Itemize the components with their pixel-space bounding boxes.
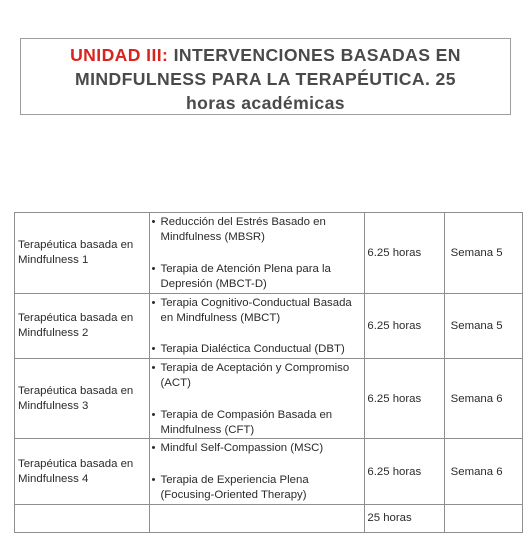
title-line-2: MINDFULNESS PARA LA TERAPÉUTICA. 25	[75, 69, 456, 89]
topic-item: • Terapia de Aceptación y Compromiso (ACT)	[150, 361, 365, 392]
topic-item: • Mindful Self-Compassion (MSC)	[150, 441, 365, 456]
table-row	[15, 439, 523, 504]
week-cell: Semana 5	[444, 213, 522, 294]
table-row	[15, 358, 523, 439]
topic-item: • Terapia Dialéctica Conductual (DBT)	[150, 342, 365, 357]
topic-item: • Terapia de Experiencia Plena (Focusing-Oriented Therapy)	[150, 473, 365, 504]
module-line: Terapéutica basada en	[18, 238, 134, 251]
table-row-total	[15, 504, 523, 532]
module-cell	[15, 213, 150, 294]
schedule-table	[14, 212, 523, 533]
unit-label: UNIDAD III:	[70, 45, 169, 65]
module-cell	[15, 439, 150, 504]
module-cell	[15, 293, 150, 358]
topic-item: • Terapia Cognitivo-Conductual Basada en Mindfulness (MBCT)	[150, 296, 365, 327]
topics-cell	[149, 293, 365, 358]
table-row	[15, 293, 523, 358]
hours-cell: 6.25 horas	[365, 439, 444, 504]
empty-cell	[149, 504, 365, 532]
module-line: Mindfulness 2	[18, 326, 89, 339]
hours-cell: 6.25 horas	[365, 293, 444, 358]
module-line: Terapéutica basada en	[18, 311, 134, 324]
hours-cell: 6.25 horas	[365, 213, 444, 294]
total-hours-cell: 25 horas	[365, 504, 444, 532]
empty-cell	[15, 504, 150, 532]
topic-item: • Reducción del Estrés Basado en Mindfulness (MBSR)	[150, 215, 365, 246]
topic-item: • Terapia de Compasión Basada en Mindfulness (CFT)	[150, 408, 365, 439]
table-row	[15, 213, 523, 294]
module-line: Mindfulness 4	[18, 472, 89, 485]
week-cell: Semana 6	[444, 358, 522, 439]
topics-cell	[149, 213, 365, 294]
module-cell	[15, 358, 150, 439]
topics-cell	[149, 358, 365, 439]
week-cell: Semana 5	[444, 293, 522, 358]
hours-cell: 6.25 horas	[365, 358, 444, 439]
module-line: Mindfulness 1	[18, 253, 89, 266]
topics-cell	[149, 439, 365, 504]
title-line-1	[21, 43, 510, 67]
module-line: Terapéutica basada en	[18, 384, 134, 397]
week-cell: Semana 6	[444, 439, 522, 504]
unit-title	[20, 38, 511, 115]
module-line: Terapéutica basada en	[18, 457, 134, 470]
title-text-1: INTERVENCIONES BASADAS EN	[173, 45, 461, 65]
empty-cell	[444, 504, 522, 532]
title-line-3: horas académicas	[186, 93, 345, 113]
topic-item: • Terapia de Atención Plena para la Depresión (MBCT-D)	[150, 262, 365, 293]
module-line: Mindfulness 3	[18, 399, 89, 412]
